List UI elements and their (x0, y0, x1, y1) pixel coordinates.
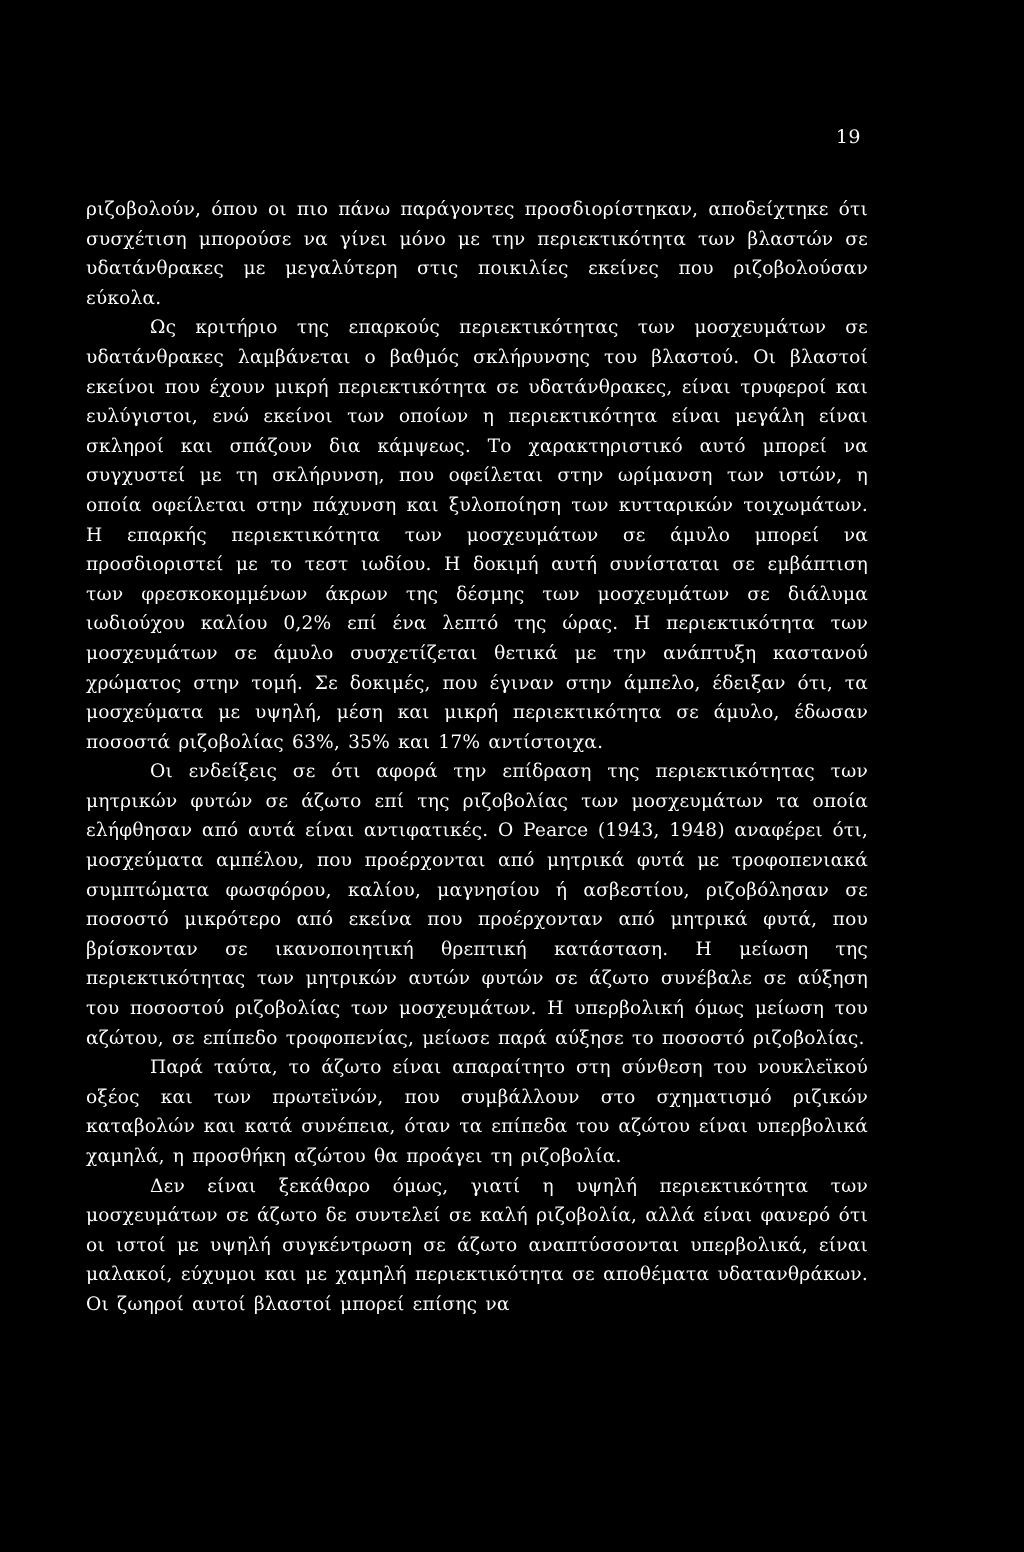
paragraph: Οι ενδείξεις σε ότι αφορά την επίδραση της περιεκτικότητας των μητρικών φυτών σε άζωτο επί της ριζοβολίας των μοσχευμάτων τα οποία ελήφθησαν από αυτά είναι αντιφατικές. Ο Pearce (1943, 1948) αναφέρει ότι, μοσχεύματα αμπέλου, που προέρχονται από μητρικά φυτά με τροφοπενιακά συμπτώματα φωσφόρου, καλίου, μαγνησίου ή ασβεστίου, ριζοβόλησαν σε ποσοστό μικρότερο από εκείνα που προέρχονταν από μητρικά φυτά, που βρίσκονταν σε ικανοποιητική θρεπτική κατάσταση. Η μείωση της περιεκτικότητας των μητρικών αυτών φυτών σε άζωτο συνέβαλε σε αύξηση του ποσοστού ριζοβολίας των μοσχευμάτων. Η υπερβολική όμως μείωση του αζώτου, σε επίπεδο τροφοπενίας, μείωσε παρά αύξησε το ποσοστό ριζοβολίας. (86, 761, 868, 1049)
text-body (86, 195, 868, 1320)
paragraph: Ως κριτήριο της επαρκούς περιεκτικότητας των μοσχευμάτων σε υδατάνθρακες λαμβάνεται ο βαθμός σκλήρυνσης του βλαστού. Οι βλαστοί εκείνοι που έχουν μικρή περιεκτικότητα σε υδατάνθρακες, είναι τρυφεροί και ευλύγιστοι, ενώ εκείνοι των οποίων η περιεκτικότητα είναι μεγάλη είναι σκληροί και σπάζουν δια κάμψεως. Το χαρακτηριστικό αυτό μπορεί να συγχυστεί με τη σκλήρυνση, που οφείλεται στην ωρίμανση των ιστών, η οποία οφείλεται στην πάχυνση και ξυλοποίηση των κυτταρικών τοιχωμάτων. Η επαρκής περιεκτικότητα των μοσχευμάτων σε άμυλο μπορεί να προσδιοριστεί με το τεστ ιωδίου. Η δοκιμή αυτή συνίσταται σε εμβάπτιση των φρεσκοκομμένων άκρων της δέσμης των μοσχευμάτων σε διάλυμα ιωδιούχου καλίου 0,2% επί ένα λεπτό της ώρας. Η περιεκτικότητα των μοσχευμάτων σε άμυλο συσχετίζεται θετικά με την ανάπτυξη καστανού χρώματος στην τομή. Σε δοκιμές, που έγιναν στην άμπελο, έδειξαν ότι, τα μοσχεύματα με υψηλή, μέση και μικρή περιεκτικότητα σε άμυλο, έδωσαν ποσοστά ριζοβολίας 63%, 35% και 17% αντίστοιχα. (86, 317, 868, 753)
paragraph: Παρά ταύτα, το άζωτο είναι απαραίτητο στη σύνθεση του νουκλεϊκού οξέος και των πρωτεϊνών, που συμβάλλουν στο σχηματισμό ριζικών καταβολών και κατά συνέπεια, όταν τα επίπεδα του αζώτου είναι υπερβολικά χαμηλά, η προσθήκη αζώτου θα προάγει τη ριζοβολία. (86, 1057, 868, 1167)
page-number: 19 (835, 126, 861, 148)
paragraph: Δεν είναι ξεκάθαρο όμως, γιατί η υψηλή περιεκτικότητα των μοσχευμάτων σε άζωτο δε συντελεί σε καλή ριζοβολία, αλλά είναι φανερό ότι οι ιστοί με υψηλή συγκέντρωση σε άζωτο αναπτύσσονται υπερβολικά, είναι μαλακοί, εύχυμοι και με χαμηλή περιεκτικότητα σε αποθέματα υδατανθράκων. Οι ζωηροί αυτοί βλαστοί μπορεί επίσης να (86, 1175, 868, 1315)
paragraph: ριζοβολούν, όπου οι πιο πάνω παράγοντες προσδιορίστηκαν, αποδείχτηκε ότι συσχέτιση μπορούσε να γίνει μόνο με την περιεκτικότητα των βλαστών σε υδατάνθρακες με μεγαλύτερη στις ποικιλίες εκείνες που ριζοβολούσαν εύκολα. (86, 199, 868, 309)
